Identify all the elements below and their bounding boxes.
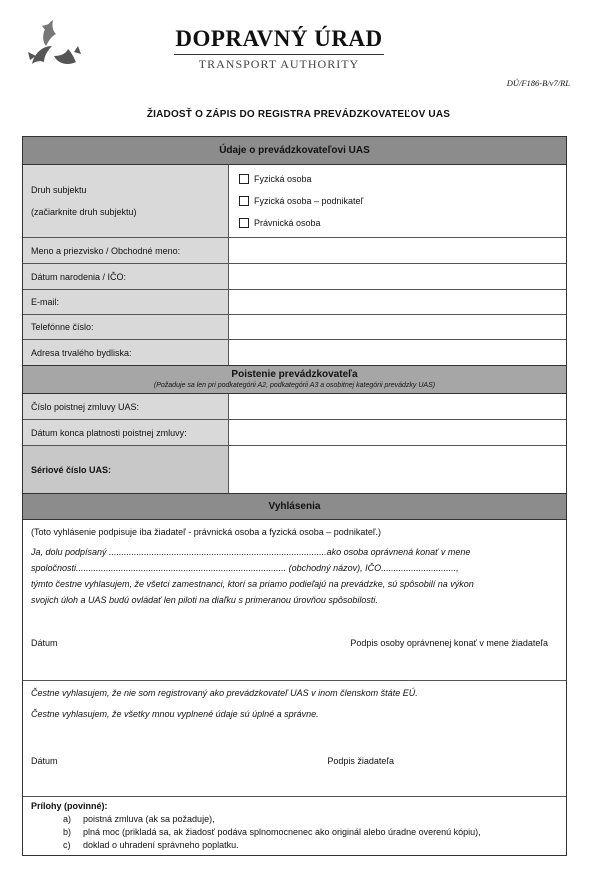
subject-type-row: [23, 165, 566, 238]
attachment-item: [63, 839, 566, 852]
signature-label-company: Podpis osoby oprávnenej konať v mene žiadateľa: [350, 638, 548, 648]
brand-divider: [174, 54, 384, 55]
policy-expiry-row: [23, 420, 566, 446]
declaration-line: spoločnosti.................................................................................... (obchodný názov), IČO..............................,: [31, 563, 459, 573]
serial-number-field[interactable]: [229, 446, 566, 493]
declaration-body: [23, 544, 566, 608]
subject-type-label: Druh subjektu: [31, 185, 87, 195]
serial-number-label: Sériové číslo UAS:: [23, 446, 229, 493]
phone-row: [23, 315, 566, 340]
policy-expiry-label: Dátum konca platnosti poistnej zmluvy:: [23, 420, 229, 445]
attachment-marker: a): [63, 814, 72, 824]
birthdate-label: Dátum narodenia / IČO:: [23, 264, 229, 289]
attachment-marker: b): [63, 827, 72, 837]
signature-label-applicant: Podpis žiadateľa: [327, 756, 394, 766]
document-number: DÚ/F186-B/v7/RL: [506, 78, 570, 88]
email-field[interactable]: [229, 290, 566, 314]
attachment-item: [63, 826, 566, 839]
signature-row-company: [23, 636, 566, 651]
attachments-section: [23, 797, 566, 855]
phone-field[interactable]: [229, 315, 566, 339]
attachment-text: poistná zmluva (ak sa požaduje),: [83, 814, 215, 824]
name-field[interactable]: [229, 238, 566, 263]
signature-row-applicant: [23, 754, 566, 769]
insurance-note: (Požaduje sa len pri podkategórii A2, podkategórii A3 a osobitnej kategórii prevádzky UAS): [153, 382, 436, 389]
phone-label: Telefónne číslo:: [23, 315, 229, 339]
option-sole-trader[interactable]: [229, 190, 566, 212]
address-label: Adresa trvalého bydliska:: [23, 340, 229, 365]
subject-type-options: [229, 165, 566, 237]
policy-number-label: Číslo poistnej zmluvy UAS:: [23, 394, 229, 419]
attachments-list: [23, 813, 566, 852]
option-label: Fyzická osoba: [254, 174, 312, 184]
option-label: Fyzická osoba – podnikateľ: [254, 196, 364, 206]
serial-number-row: [23, 446, 566, 494]
authority-name: DOPRAVNÝ ÚRAD: [175, 26, 383, 51]
date-label: Dátum: [31, 756, 58, 766]
declaration-line: svojich úloh a UAS budú ovládať len piloti na diaľku s primeranou úrovňou spôsobilosti.: [31, 595, 378, 605]
checkbox[interactable]: [239, 218, 249, 228]
name-label: Meno a priezvisko / Obchodné meno:: [23, 238, 229, 263]
checkbox[interactable]: [239, 174, 249, 184]
insurance-heading: Poistenie prevádzkovateľa: [231, 369, 358, 380]
subject-type-hint: (začiarknite druh subjektu): [31, 207, 137, 217]
birthdate-row: [23, 264, 566, 290]
policy-number-row: [23, 394, 566, 420]
declaration-intro: (Toto vyhlásenie podpisuje iba žiadateľ - právnická osoba a fyzická osoba – podnikateľ.): [31, 527, 381, 537]
section-heading-operator: Údaje o prevádzkovateľovi UAS: [23, 137, 566, 165]
declaration-line: Ja, dolu podpísaný .......................................................................................ako osoba oprávnená konať v mene: [31, 547, 471, 557]
form-title: ŽIADOSŤ O ZÁPIS DO REGISTRA PREVÁDZKOVATEĽOV UAS: [146, 109, 451, 120]
subject-type-label-cell: [23, 165, 229, 237]
option-label: Právnická osoba: [254, 218, 321, 228]
birthdate-field[interactable]: [229, 264, 566, 289]
attachment-text: doklad o uhradení správneho poplatku.: [83, 840, 239, 850]
section-heading-insurance: [23, 366, 566, 394]
attachment-item: [63, 813, 566, 826]
attachments-heading: Prílohy (povinné):: [31, 801, 108, 811]
policy-expiry-field[interactable]: [229, 420, 566, 445]
email-label: E-mail:: [23, 290, 229, 314]
brand-block: [168, 26, 390, 71]
checkbox[interactable]: [239, 196, 249, 206]
section-heading-declarations: Vyhlásenia: [23, 494, 566, 520]
name-row: [23, 238, 566, 264]
authority-subtitle: TRANSPORT AUTHORITY: [198, 57, 360, 71]
declaration-data-complete: Čestne vyhlasujem, že všetky mnou vyplnené údaje sú úplné a správne.: [31, 709, 319, 719]
email-row: [23, 290, 566, 315]
option-legal-entity[interactable]: [229, 212, 566, 234]
declaration-applicant: [23, 681, 566, 797]
policy-number-field[interactable]: [229, 394, 566, 419]
address-row: [23, 340, 566, 366]
declaration-not-registered: Čestne vyhlasujem, že nie som registrovaný ako prevádzkovateľ UAS v inom členskom štáte EÚ.: [31, 688, 418, 698]
option-natural-person[interactable]: [229, 168, 566, 190]
application-form: [22, 136, 567, 856]
address-field[interactable]: [229, 340, 566, 365]
attachment-text: plná moc (prikladá sa, ak žiadosť podáva splnomocnenec ako originál alebo úradne overenú kópiu),: [83, 827, 481, 837]
attachment-marker: c): [63, 840, 71, 850]
transport-authority-logo: [22, 16, 84, 74]
declaration-line: týmto čestne vyhlasujem, že všetci zamestnanci, ktorí sa priamo podieľajú na prevádzke, sú spôsobilí na výkon: [31, 579, 474, 589]
date-label: Dátum: [31, 638, 58, 648]
declaration-company: [23, 520, 566, 681]
